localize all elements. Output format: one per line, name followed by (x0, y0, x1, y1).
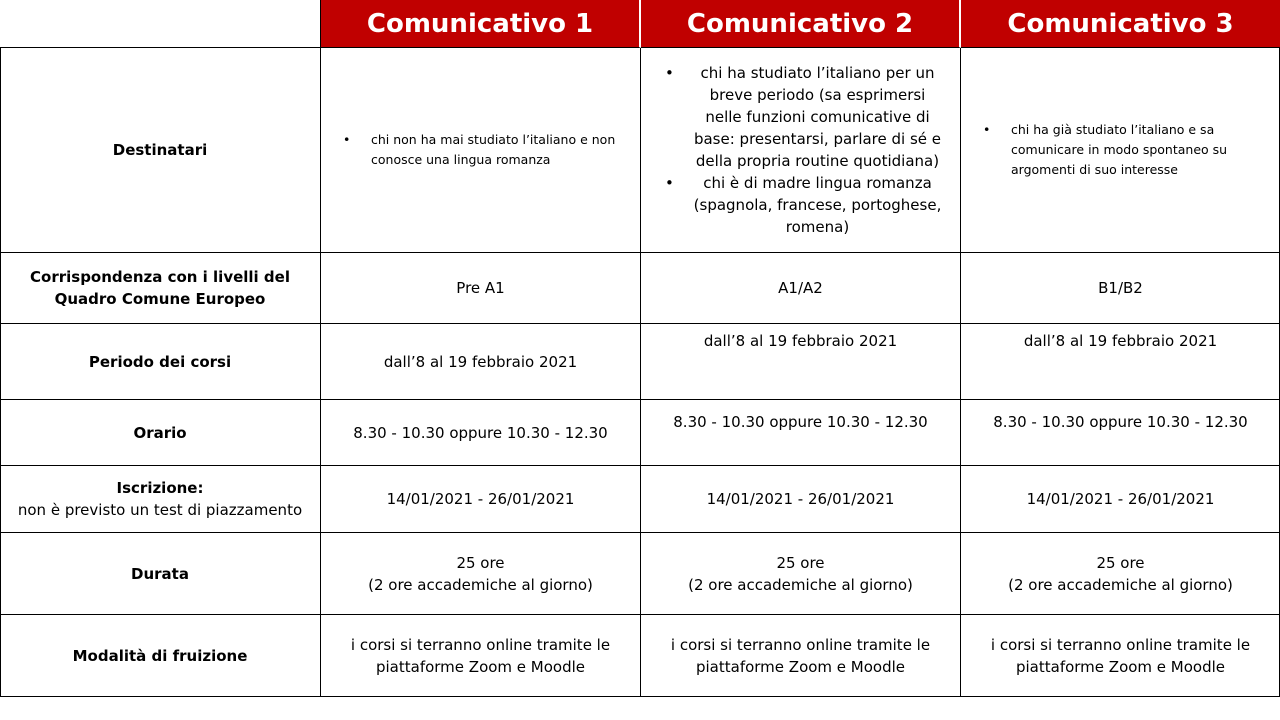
destinatari-c1 (321, 48, 641, 253)
modalita-c2: i corsi si terranno online tramite le piattaforme Zoom e Moodle (641, 615, 961, 697)
durata-hours: 25 ore (456, 553, 505, 572)
table-left-border (0, 47, 1, 697)
destinatari-c2-list (661, 62, 942, 238)
row-label-orario: Orario (0, 400, 321, 466)
durata-note: (2 ore accademiche al giorno) (1008, 575, 1233, 594)
destinatari-c2 (641, 48, 961, 253)
iscrizione-c2: 14/01/2021 - 26/01/2021 (641, 466, 961, 533)
durata-note: (2 ore accademiche al giorno) (688, 575, 913, 594)
durata-c1 (321, 533, 641, 615)
row-label-iscrizione (0, 466, 321, 533)
list-item: • chi non ha mai studiato l’italiano e non conosce una lingua romanza (339, 130, 628, 170)
iscrizione-sublabel: non è previsto un test di piazzamento (17, 501, 303, 519)
periodo-c2: dall’8 al 19 febbraio 2021 (641, 324, 961, 400)
iscrizione-c3: 14/01/2021 - 26/01/2021 (961, 466, 1280, 533)
iscrizione-c1: 14/01/2021 - 26/01/2021 (321, 466, 641, 533)
durata-c3 (961, 533, 1280, 615)
header-comunicativo-1: Comunicativo 1 (321, 0, 641, 48)
row-label-periodo: Periodo dei corsi (0, 324, 321, 400)
periodo-c3: dall’8 al 19 febbraio 2021 (961, 324, 1280, 400)
list-item: • chi è di madre lingua romanza (spagnola, francese, portoghese, romena) (661, 172, 942, 238)
destinatari-c1-list (339, 130, 628, 170)
row-label-durata: Durata (0, 533, 321, 615)
durata-hours: 25 ore (776, 553, 825, 572)
periodo-c1: dall’8 al 19 febbraio 2021 (321, 324, 641, 400)
orario-c3: 8.30 - 10.30 oppure 10.30 - 12.30 (961, 400, 1280, 466)
row-label-livelli: Corrispondenza con i livelli del Quadro Comune Europeo (0, 253, 321, 324)
destinatari-c3-list (979, 120, 1266, 180)
modalita-c1: i corsi si terranno online tramite le piattaforme Zoom e Moodle (321, 615, 641, 697)
list-item: • chi ha studiato l’italiano per un breve periodo (sa esprimersi nelle funzioni comunicative di base: presentarsi, parlare di sé e della propria routine quotidiana) (661, 62, 942, 172)
livelli-c1: Pre A1 (321, 253, 641, 324)
row-label-destinatari: Destinatari (0, 48, 321, 253)
list-item: • chi ha già studiato l’italiano e sa comunicare in modo spontaneo su argomenti di suo interesse (979, 120, 1266, 180)
destinatari-c3 (961, 48, 1280, 253)
modalita-c3: i corsi si terranno online tramite le piattaforme Zoom e Moodle (961, 615, 1280, 697)
durata-c2 (641, 533, 961, 615)
livelli-c2: A1/A2 (641, 253, 961, 324)
iscrizione-label: Iscrizione: (116, 479, 204, 497)
row-label-modalita: Modalità di fruizione (0, 615, 321, 697)
header-comunicativo-3: Comunicativo 3 (961, 0, 1280, 48)
livelli-c3: B1/B2 (961, 253, 1280, 324)
header-comunicativo-2: Comunicativo 2 (641, 0, 961, 48)
orario-c2: 8.30 - 10.30 oppure 10.30 - 12.30 (641, 400, 961, 466)
orario-c1: 8.30 - 10.30 oppure 10.30 - 12.30 (321, 400, 641, 466)
durata-note: (2 ore accademiche al giorno) (368, 575, 593, 594)
durata-hours: 25 ore (1096, 553, 1145, 572)
